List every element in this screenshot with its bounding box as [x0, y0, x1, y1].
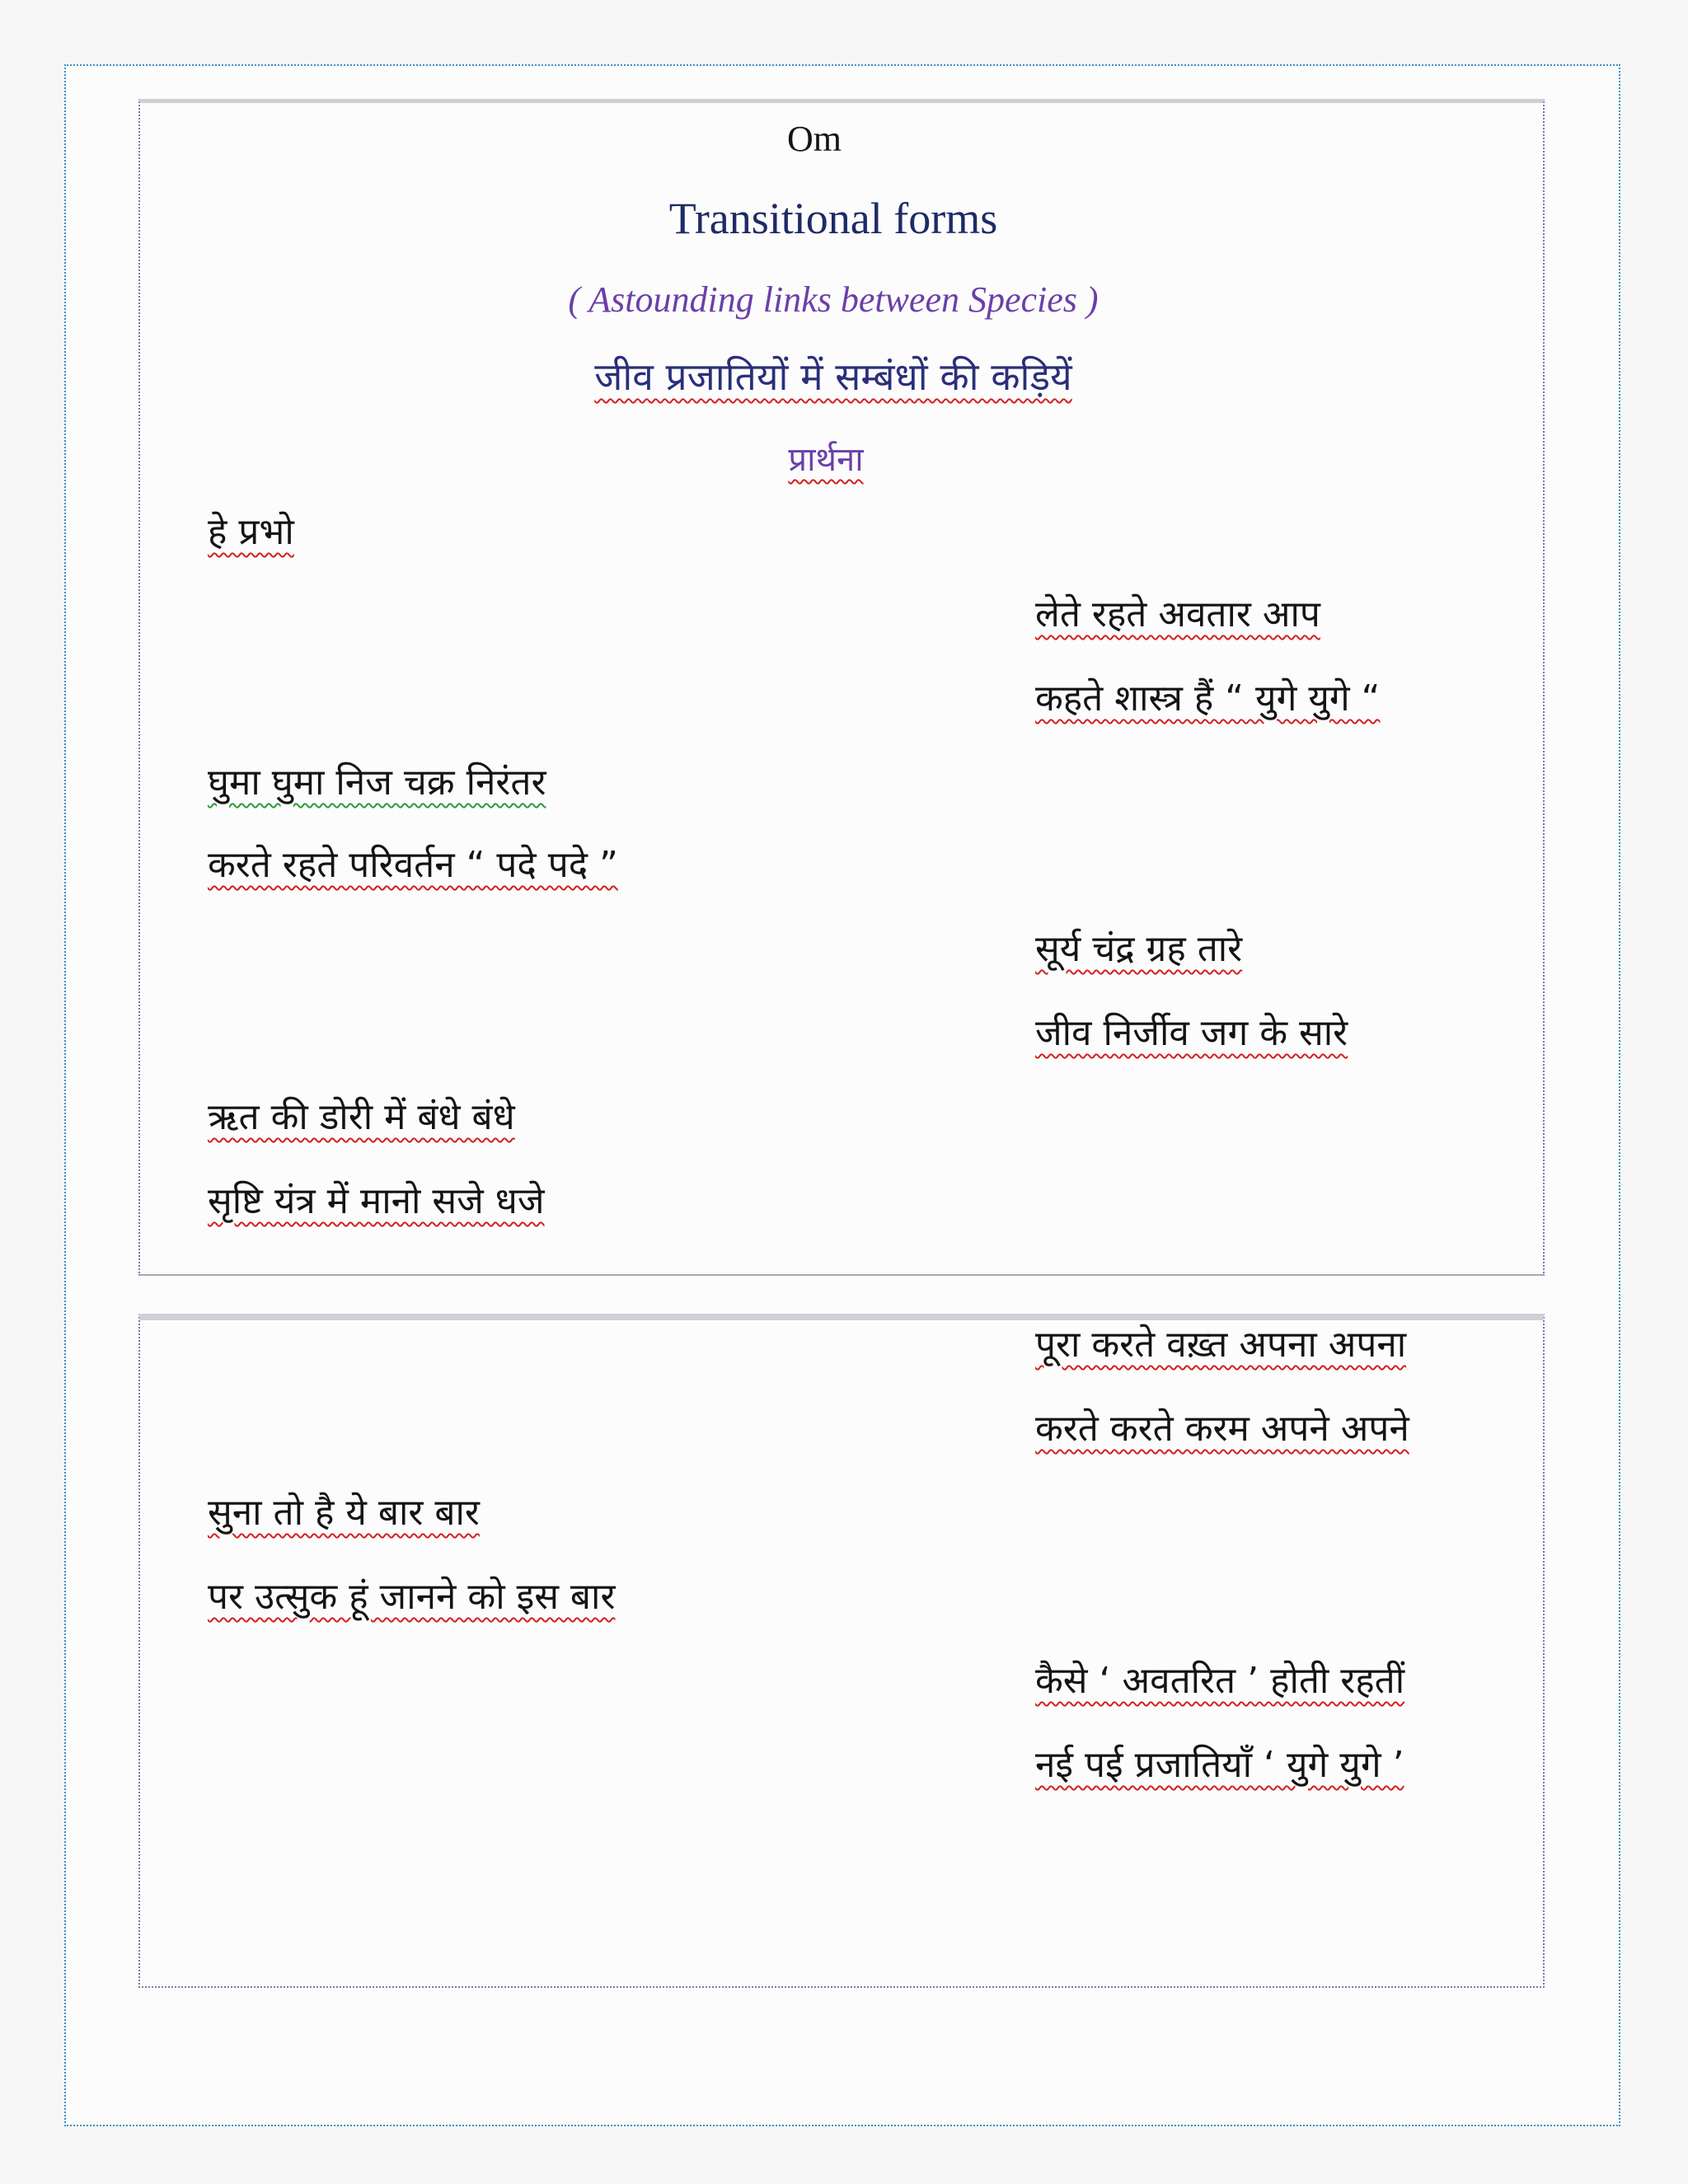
poem-line: सुना तो है ये बार बार [208, 1492, 480, 1534]
poem-line: करते रहते परिवर्तन “ पदे पदे ” [208, 844, 618, 886]
poem-line: सूर्य चंद्र ग्रह तारे [1035, 928, 1243, 970]
page-title: Transitional forms [668, 194, 998, 243]
poem-line: पर उत्सुक हूं जानने को इस बार [208, 1576, 616, 1618]
poem-line: घुमा घुमा निज चक्र निरंतर [208, 762, 546, 804]
om-heading: Om [787, 119, 842, 159]
poem-line: जीव निर्जीव जग के सारे [1035, 1012, 1348, 1054]
poem-line: नई पई प्रजातियाँ ‘ युगे युगे ’ [1035, 1744, 1404, 1786]
subtitle-hindi: जीव प्रजातियों में सम्बंधों की कड़ियें [594, 354, 1072, 399]
poem-line: पूरा करते वख़्त अपना अपना [1035, 1324, 1407, 1366]
poem-line: कहते शास्त्र हैं “ युगे युगे “ [1035, 677, 1381, 719]
poem-line: लेते रहते अवतार आप [1035, 593, 1320, 635]
prayer-heading: प्रार्थना [788, 441, 864, 479]
poem-line: कैसे ‘ अवतरित ’ होती रहतीं [1035, 1660, 1405, 1702]
subtitle-english: ( Astounding links between Species ) [568, 279, 1099, 320]
poem-line: ऋत की डोरी में बंधे बंधे [208, 1096, 515, 1138]
poem-invocation: हे प्रभो [208, 511, 294, 553]
poem-line: सृष्टि यंत्र में मानो सजे धजे [208, 1180, 545, 1222]
poem-line: करते करते करम अपने अपने [1035, 1408, 1409, 1450]
